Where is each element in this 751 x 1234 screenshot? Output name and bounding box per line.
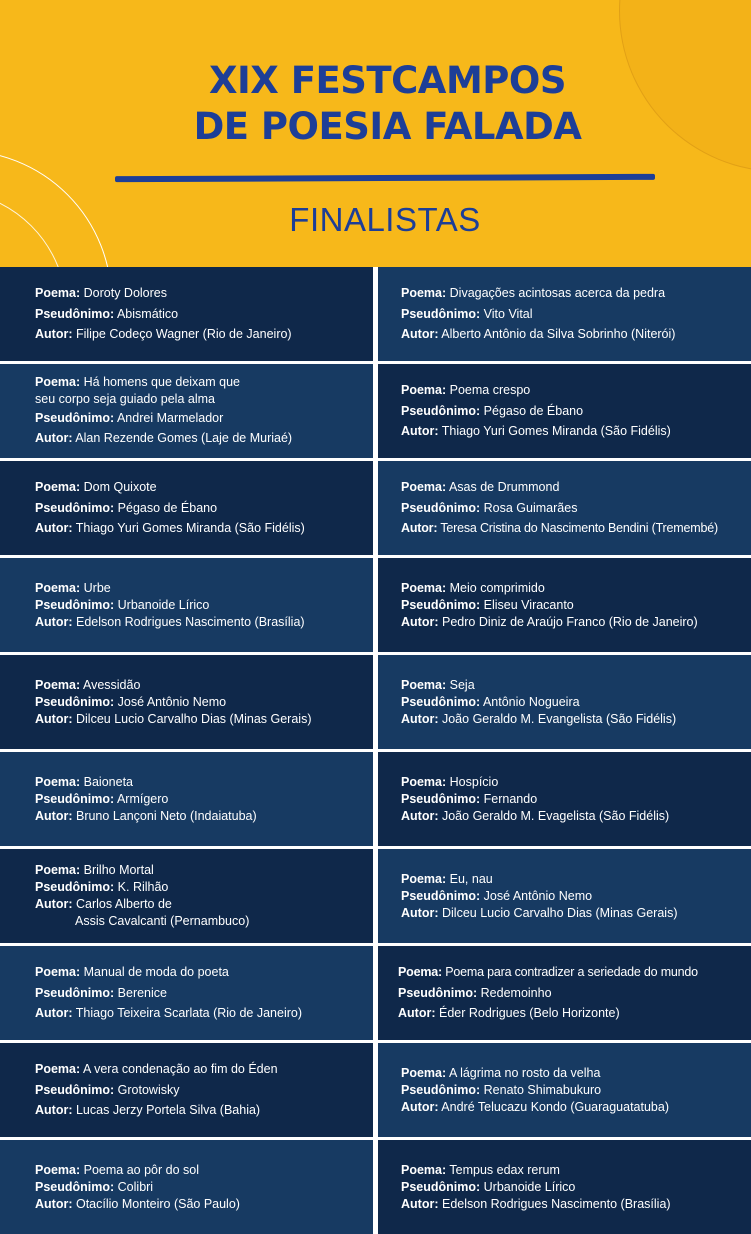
poema-label: Poema: xyxy=(401,1162,447,1177)
autor-label: Autor: xyxy=(401,808,439,823)
autor-label: Autor: xyxy=(401,327,439,342)
autor-line xyxy=(35,711,373,728)
poema-value: Há homens que deixam que xyxy=(83,374,240,389)
pseudonimo-value: Berenice xyxy=(117,985,167,1000)
poema-value: Dom Quixote xyxy=(83,480,157,495)
pseudonimo-value: Andrei Marmelador xyxy=(116,410,224,425)
poema-label: Poema: xyxy=(35,965,81,980)
poema-line xyxy=(35,962,373,983)
pseudonimo-line xyxy=(35,304,373,325)
poema-value: Doroty Dolores xyxy=(83,286,168,301)
finalist-card xyxy=(378,461,751,555)
autor-line xyxy=(401,324,751,345)
pseudonimo-value: Urbanoide Lírico xyxy=(117,597,210,612)
poema-line xyxy=(401,380,751,401)
autor-value: Alberto Antônio da Silva Sobrinho (Niterói) xyxy=(441,327,676,342)
poema-label: Poema: xyxy=(401,871,447,886)
finalist-card xyxy=(0,1043,373,1137)
autor-label: Autor: xyxy=(35,711,73,726)
poema-value: Baioneta xyxy=(83,774,133,789)
autor-value: Thiago Yuri Gomes Miranda (São Fidélis) xyxy=(441,424,671,439)
pseudonimo-label: Pseudônimo: xyxy=(35,597,115,612)
autor-label: Autor: xyxy=(35,1006,73,1021)
autor-label: Autor: xyxy=(35,521,73,536)
subtitle: FINALISTAS xyxy=(289,201,481,238)
finalist-card xyxy=(378,558,751,652)
autor-value: Alan Rezende Gomes (Laje de Muriaé) xyxy=(75,431,293,445)
autor-line xyxy=(35,1196,373,1213)
finalist-card xyxy=(0,946,373,1040)
autor-line xyxy=(401,905,751,922)
pseudonimo-value: José Antônio Nemo xyxy=(117,694,227,709)
autor-line xyxy=(35,614,373,631)
poema-continuation: seu corpo seja guiado pela alma xyxy=(35,391,215,406)
autor-value: André Telucazu Kondo (Guaraguatatuba) xyxy=(441,1099,670,1114)
poema-line xyxy=(398,962,751,983)
pseudonimo-value: Fernando xyxy=(483,791,538,806)
autor-value: Bruno Lançoni Neto (Indaiatuba) xyxy=(75,808,257,823)
autor-line xyxy=(35,1100,373,1121)
pseudonimo-line xyxy=(401,1082,751,1099)
pseudonimo-value: Redemoinho xyxy=(480,985,552,1000)
autor-value: Thiago Yuri Gomes Miranda (São Fidélis) xyxy=(75,521,305,536)
autor-label: Autor: xyxy=(35,897,73,911)
autor-label: Autor: xyxy=(401,424,439,439)
poema-value: Avessidão xyxy=(82,677,141,692)
pseudonimo-label: Pseudônimo: xyxy=(35,985,115,1000)
autor-line xyxy=(35,518,373,539)
autor-value: Otacílio Monteiro (São Paulo) xyxy=(75,1196,240,1211)
pseudonimo-label: Pseudônimo: xyxy=(35,410,115,425)
pseudonimo-value: José Antônio Nemo xyxy=(483,888,593,903)
autor-value: Dilceu Lucio Carvalho Dias (Minas Gerais) xyxy=(441,905,678,920)
autor-label: Autor: xyxy=(401,711,439,726)
poema-value: Asas de Drummond xyxy=(448,480,560,495)
pseudonimo-label: Pseudônimo: xyxy=(401,694,481,709)
poema-line xyxy=(35,677,373,694)
autor-label: Autor: xyxy=(401,1099,439,1114)
poema-line xyxy=(35,477,373,498)
poema-value: Urbe xyxy=(83,580,111,595)
poema-label: Poema: xyxy=(401,774,447,789)
pseudonimo-value: Urbanoide Lírico xyxy=(483,1179,576,1194)
pseudonimo-line xyxy=(401,498,751,519)
poema-line xyxy=(401,871,751,888)
poema-line xyxy=(401,1065,751,1082)
poema-line xyxy=(35,1162,373,1179)
autor-line xyxy=(401,1196,751,1213)
autor-line xyxy=(35,1003,373,1024)
finalist-card xyxy=(0,558,373,652)
autor-line xyxy=(401,808,751,825)
pseudonimo-line xyxy=(35,408,373,429)
poema-label: Poema: xyxy=(398,965,442,980)
poema-label: Poema: xyxy=(35,863,81,877)
pseudonimo-value: Abismático xyxy=(116,306,179,321)
finalist-card xyxy=(0,655,373,749)
poema-label: Poema: xyxy=(401,383,447,398)
poema-line xyxy=(35,774,373,791)
pseudonimo-line xyxy=(35,597,373,614)
pseudonimo-value: K. Rilhão xyxy=(117,880,169,894)
poema-value: Meio comprimido xyxy=(449,580,545,595)
pseudonimo-label: Pseudônimo: xyxy=(401,306,481,321)
finalist-card xyxy=(378,655,751,749)
poema-label: Poema: xyxy=(401,580,447,595)
poema-value: Eu, nau xyxy=(449,871,493,886)
pseudonimo-label: Pseudônimo: xyxy=(35,500,115,515)
pseudonimo-line xyxy=(398,983,751,1004)
pseudonimo-value: Grotowisky xyxy=(117,1082,180,1097)
poema-label: Poema: xyxy=(401,480,447,495)
finalist-card xyxy=(0,267,373,361)
poema-line xyxy=(35,862,373,879)
pseudonimo-line xyxy=(35,983,373,1004)
autor-line xyxy=(401,1099,751,1116)
poema-label: Poema: xyxy=(35,480,81,495)
poema-value: Poema crespo xyxy=(449,383,531,398)
autor-line xyxy=(35,324,373,345)
finalist-card xyxy=(378,1043,751,1137)
autor-label: Autor: xyxy=(35,327,73,342)
pseudonimo-line xyxy=(35,879,373,896)
autor-line xyxy=(401,421,751,442)
poema-label: Poema: xyxy=(35,1162,81,1177)
pseudonimo-value: Antônio Nogueira xyxy=(482,694,580,709)
pseudonimo-value: Eliseu Viracanto xyxy=(483,597,574,612)
pseudonimo-line xyxy=(401,791,751,808)
pseudonimo-line xyxy=(35,1179,373,1196)
pseudonimo-value: Rosa Guimarães xyxy=(483,500,578,515)
autor-label: Autor: xyxy=(35,808,73,823)
autor-label: Autor: xyxy=(35,431,73,445)
autor-label: Autor: xyxy=(401,521,438,536)
autor-label: Autor: xyxy=(35,1196,73,1211)
autor-label: Autor: xyxy=(401,614,439,629)
pseudonimo-value: Armígero xyxy=(116,791,169,806)
autor-value: João Geraldo M. Evangelista (São Fidélis) xyxy=(441,711,677,726)
pseudonimo-label: Pseudônimo: xyxy=(35,306,115,321)
finalist-card xyxy=(378,1140,751,1234)
poema-line xyxy=(401,580,751,597)
pseudonimo-label: Pseudônimo: xyxy=(35,880,115,894)
autor-value: João Geraldo M. Evagelista (São Fidélis) xyxy=(441,808,670,823)
pseudonimo-value: Pégaso de Ébano xyxy=(483,403,584,418)
finalist-card xyxy=(378,849,751,943)
autor-line xyxy=(35,428,373,449)
poema-line xyxy=(35,374,373,391)
poema-line xyxy=(35,580,373,597)
poema-line xyxy=(401,1162,751,1179)
autor-value: Edelson Rodrigues Nascimento (Brasília) xyxy=(75,614,305,629)
page-title xyxy=(0,58,751,150)
title-line: XIX FESTCAMPOS xyxy=(209,59,566,102)
autor-value: Éder Rodrigues (Belo Horizonte) xyxy=(438,1006,620,1021)
autor-line xyxy=(398,1003,751,1024)
title-line: DE POESIA FALADA xyxy=(193,105,582,148)
pseudonimo-line xyxy=(35,694,373,711)
poema-line xyxy=(35,1059,373,1080)
poema-value: A vera condenação ao fim do Éden xyxy=(82,1062,278,1077)
autor-value: Lucas Jerzy Portela Silva (Bahia) xyxy=(75,1103,261,1118)
pseudonimo-label: Pseudônimo: xyxy=(35,1082,115,1097)
pseudonimo-label: Pseudônimo: xyxy=(35,1179,115,1194)
finalist-card xyxy=(0,1140,373,1234)
pseudonimo-line xyxy=(35,1080,373,1101)
pseudonimo-value: Renato Shimabukuro xyxy=(483,1082,602,1097)
poema-line xyxy=(401,477,751,498)
poema-line xyxy=(401,774,751,791)
pseudonimo-label: Pseudônimo: xyxy=(401,597,481,612)
autor-line xyxy=(35,808,373,825)
autor-value: Dilceu Lucio Carvalho Dias (Minas Gerais) xyxy=(75,711,312,726)
autor-label: Autor: xyxy=(35,1103,73,1118)
pseudonimo-label: Pseudônimo: xyxy=(401,500,481,515)
pseudonimo-label: Pseudônimo: xyxy=(401,1179,481,1194)
poema-value: Poema para contradizer a seriedade do mundo xyxy=(445,965,698,980)
poema-label: Poema: xyxy=(35,677,81,692)
autor-label: Autor: xyxy=(401,905,439,920)
poema-label: Poema: xyxy=(401,286,447,301)
pseudonimo-value: Pégaso de Ébano xyxy=(117,500,218,515)
pseudonimo-line xyxy=(35,791,373,808)
pseudonimo-value: Vito Vital xyxy=(483,306,533,321)
poema-label: Poema: xyxy=(401,1065,447,1080)
poema-value: Tempus edax rerum xyxy=(449,1162,560,1177)
poema-value: A lágrima no rosto da velha xyxy=(448,1065,601,1080)
pseudonimo-line xyxy=(401,401,751,422)
pseudonimo-label: Pseudônimo: xyxy=(401,888,481,903)
autor-value: Carlos Alberto de xyxy=(75,897,172,911)
pseudonimo-line xyxy=(401,1179,751,1196)
poema-value: Seja xyxy=(449,677,475,692)
autor-line xyxy=(401,518,751,539)
finalist-card xyxy=(0,364,373,458)
title-underline xyxy=(115,174,655,182)
finalist-card xyxy=(378,752,751,846)
autor-value: Teresa Cristina do Nascimento Bendini (Tremembé) xyxy=(440,521,718,536)
autor-value: Edelson Rodrigues Nascimento (Brasília) xyxy=(441,1196,671,1211)
autor-label: Autor: xyxy=(398,1006,436,1021)
autor-continuation: Assis Cavalcanti (Pernambuco) xyxy=(75,914,250,928)
pseudonimo-line xyxy=(401,304,751,325)
autor-line xyxy=(35,896,373,913)
pseudonimo-value: Colibri xyxy=(117,1179,154,1194)
pseudonimo-line xyxy=(401,694,751,711)
poema-label: Poema: xyxy=(401,677,447,692)
poema-value: Hospício xyxy=(449,774,499,789)
autor-line xyxy=(401,614,751,631)
poema-label: Poema: xyxy=(35,286,81,301)
finalist-card xyxy=(378,946,751,1040)
poema-label: Poema: xyxy=(35,1062,81,1077)
pseudonimo-label: Pseudônimo: xyxy=(401,791,481,806)
autor-label: Autor: xyxy=(35,614,73,629)
autor-value: Filipe Codeço Wagner (Rio de Janeiro) xyxy=(75,327,292,342)
autor-label: Autor: xyxy=(401,1196,439,1211)
poema-line xyxy=(401,283,751,304)
finalist-card xyxy=(0,752,373,846)
pseudonimo-label: Pseudônimo: xyxy=(401,1082,481,1097)
pseudonimo-label: Pseudônimo: xyxy=(35,791,115,806)
finalist-card xyxy=(0,849,373,943)
autor-value: Thiago Teixeira Scarlata (Rio de Janeiro) xyxy=(75,1006,303,1021)
poema-value: Poema ao pôr do sol xyxy=(83,1162,199,1177)
poema-value: Manual de moda do poeta xyxy=(83,965,229,980)
poema-label: Poema: xyxy=(35,774,81,789)
autor-line xyxy=(401,711,751,728)
finalist-card xyxy=(0,461,373,555)
poema-value: Brilho Mortal xyxy=(83,863,154,877)
pseudonimo-label: Pseudônimo: xyxy=(398,985,478,1000)
poema-label: Poema: xyxy=(35,374,81,389)
poema-line xyxy=(401,677,751,694)
pseudonimo-label: Pseudônimo: xyxy=(401,403,481,418)
pseudonimo-line xyxy=(35,498,373,519)
autor-value: Pedro Diniz de Araújo Franco (Rio de Janeiro) xyxy=(441,614,698,629)
finalist-card xyxy=(378,267,751,361)
finalist-card xyxy=(378,364,751,458)
finalists-grid xyxy=(0,267,751,1234)
pseudonimo-label: Pseudônimo: xyxy=(35,694,115,709)
poema-value: Divagações acintosas acerca da pedra xyxy=(449,286,666,301)
poema-line xyxy=(35,283,373,304)
poema-label: Poema: xyxy=(35,580,81,595)
pseudonimo-line xyxy=(401,888,751,905)
pseudonimo-line xyxy=(401,597,751,614)
header-banner xyxy=(0,0,751,267)
